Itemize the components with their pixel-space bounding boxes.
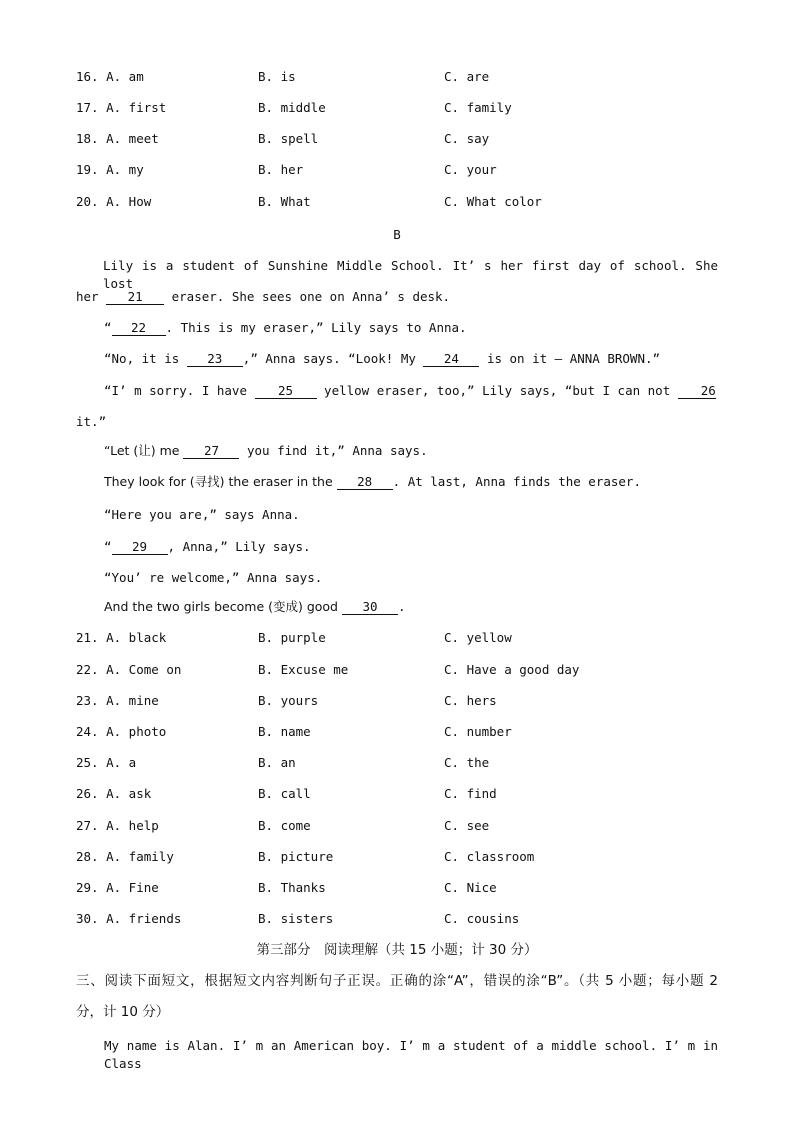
blank-30: 30 bbox=[342, 599, 398, 615]
passage-line: Lily is a student of Sunshine Middle School. It’ s her first day of school. She lost bbox=[103, 258, 718, 291]
option-c: C. the bbox=[444, 755, 490, 770]
blank-27: 27 bbox=[183, 443, 239, 459]
passage-line: And the two girls become (变成) good 30 . bbox=[104, 599, 406, 614]
passage-line: “No, it is 23 ,” Anna says. “Look! My 24 is on it — ANNA BROWN.” bbox=[104, 351, 661, 366]
option-a: 27. A. help bbox=[76, 818, 159, 833]
option-a: 20. A. How bbox=[76, 194, 152, 209]
option-c: C. cousins bbox=[444, 911, 520, 926]
option-c: C. see bbox=[444, 818, 490, 833]
passage-line: her 21 eraser. She sees one on Anna’ s desk. bbox=[76, 289, 451, 304]
option-b: B. come bbox=[258, 818, 311, 833]
option-c: C. Nice bbox=[444, 880, 497, 895]
option-a: 30. A. friends bbox=[76, 911, 182, 926]
blank-21: 21 bbox=[106, 289, 164, 305]
passage-line: “Let (让) me 27 you find it,” Anna says. bbox=[104, 443, 428, 458]
option-a: 29. A. Fine bbox=[76, 880, 159, 895]
option-b: B. Excuse me bbox=[258, 662, 349, 677]
blank-29: 29 bbox=[112, 539, 168, 555]
passage-line: They look for (寻找) the eraser in the 28 . At last, Anna finds the eraser. bbox=[104, 474, 641, 489]
blank-28: 28 bbox=[337, 474, 393, 490]
blank-23: 23 bbox=[187, 351, 243, 367]
option-b: B. picture bbox=[258, 849, 334, 864]
option-c: C. your bbox=[444, 162, 497, 177]
option-b: B. What bbox=[258, 194, 311, 209]
option-c: C. find bbox=[444, 786, 497, 801]
passage-line: “You’ re welcome,” Anna says. bbox=[104, 570, 323, 585]
option-b: B. her bbox=[258, 162, 304, 177]
option-b: B. yours bbox=[258, 693, 319, 708]
option-c: C. family bbox=[444, 100, 512, 115]
option-a: 21. A. black bbox=[76, 630, 167, 645]
option-b: B. sisters bbox=[258, 911, 334, 926]
part-instructions: 分，计 10 分） bbox=[76, 1004, 170, 1020]
option-c: C. number bbox=[444, 724, 512, 739]
option-b: B. call bbox=[258, 786, 311, 801]
passage-line: “ 22 . This is my eraser,” Lily says to Anna. bbox=[104, 320, 467, 335]
passage-line: “Here you are,” says Anna. bbox=[104, 507, 300, 522]
option-c: C. hers bbox=[444, 693, 497, 708]
blank-25: 25 bbox=[255, 383, 317, 399]
option-a: 16. A. am bbox=[76, 69, 144, 84]
blank-26: 26 bbox=[678, 383, 716, 399]
passage-line: “ 29 , Anna,” Lily says. bbox=[104, 539, 311, 554]
blank-24: 24 bbox=[423, 351, 479, 367]
part-instructions: 三、阅读下面短文，根据短文内容判断句子正误。正确的涂“A”，错误的涂“B”。（共 5 小题；每小题 2 bbox=[76, 973, 718, 989]
option-a: 28. A. family bbox=[76, 849, 174, 864]
option-b: B. Thanks bbox=[258, 880, 326, 895]
option-b: B. an bbox=[258, 755, 296, 770]
option-c: C. What color bbox=[444, 194, 542, 209]
option-c: C. classroom bbox=[444, 849, 535, 864]
option-a: 19. A. my bbox=[76, 162, 144, 177]
option-a: 23. A. mine bbox=[76, 693, 159, 708]
option-c: C. yellow bbox=[444, 630, 512, 645]
option-b: B. purple bbox=[258, 630, 326, 645]
blank-22: 22 bbox=[112, 320, 166, 336]
option-a: 24. A. photo bbox=[76, 724, 167, 739]
part-title: 第三部分 阅读理解（共 15 小题；计 30 分） bbox=[256, 942, 538, 958]
option-c: C. are bbox=[444, 69, 490, 84]
option-c: C. say bbox=[444, 131, 490, 146]
passage-line: “I’ m sorry. I have 25 yellow eraser, too,” Lily says, “but I can not 26 bbox=[104, 383, 716, 398]
option-b: B. middle bbox=[258, 100, 326, 115]
option-c: C. Have a good day bbox=[444, 662, 580, 677]
option-b: B. name bbox=[258, 724, 311, 739]
option-a: 22. A. Come on bbox=[76, 662, 182, 677]
option-a: 18. A. meet bbox=[76, 131, 159, 146]
passage-line: it.” bbox=[76, 414, 107, 429]
option-a: 26. A. ask bbox=[76, 786, 152, 801]
option-a: 25. A. a bbox=[76, 755, 137, 770]
option-b: B. spell bbox=[258, 131, 319, 146]
option-a: 17. A. first bbox=[76, 100, 167, 115]
option-b: B. is bbox=[258, 69, 296, 84]
section-heading: B bbox=[393, 227, 401, 242]
passage-line: My name is Alan. I’ m an American boy. I’ m a student of a middle school. I’ m in Class bbox=[104, 1038, 718, 1071]
